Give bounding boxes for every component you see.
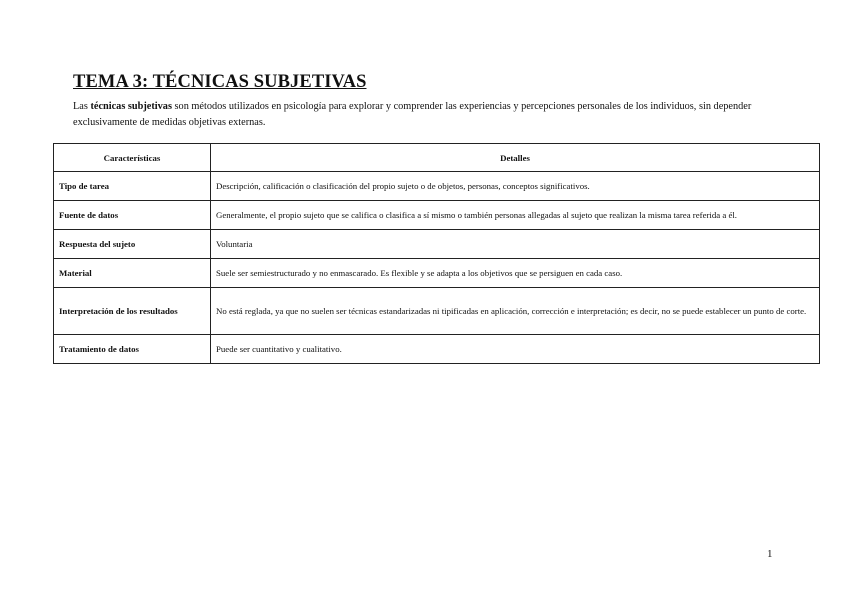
table-row (54, 230, 820, 259)
header-characteristics: Características (54, 144, 211, 172)
row-key: Fuente de datos (54, 201, 211, 230)
table-row (54, 335, 820, 364)
row-key: Tratamiento de datos (54, 335, 211, 364)
characteristics-table (53, 143, 820, 364)
row-value: Puede ser cuantitativo y cualitativo. (211, 335, 820, 364)
row-key: Tipo de tarea (54, 172, 211, 201)
row-key: Interpretación de los resultados (54, 288, 211, 335)
table-row (54, 172, 820, 201)
intro-prefix: Las (73, 101, 91, 112)
header-details: Detalles (211, 144, 820, 172)
intro-paragraph (73, 99, 793, 130)
table-header-row (54, 144, 820, 172)
intro-suffix: son métodos utilizados en psicología para explorar y comprender las experiencias y percepciones personales de los individuos, sin depender exclusivamente de medidas objetivas externas. (73, 101, 752, 128)
table-row (54, 259, 820, 288)
row-value: No está reglada, ya que no suelen ser técnicas estandarizadas ni tipificadas en aplicación, corrección e interpretación; es decir, no se puede establecer un punto de corte. (211, 288, 820, 335)
table-row (54, 201, 820, 230)
page-number: 1 (767, 548, 773, 560)
row-value: Suele ser semiestructurado y no enmascarado. Es flexible y se adapta a los objetivos que se persiguen en cada caso. (211, 259, 820, 288)
intro-term: técnicas subjetivas (90, 101, 172, 112)
row-value: Descripción, calificación o clasificación del propio sujeto o de objetos, personas, conceptos significativos. (211, 172, 820, 201)
page-title: TEMA 3: TÉCNICAS SUBJETIVAS (73, 72, 367, 92)
table-row (54, 288, 820, 335)
row-value: Generalmente, el propio sujeto que se califica o clasifica a sí mismo o también personas allegadas al sujeto que realizan la misma tarea referida a él. (211, 201, 820, 230)
row-value: Voluntaria (211, 230, 820, 259)
row-key: Respuesta del sujeto (54, 230, 211, 259)
row-key: Material (54, 259, 211, 288)
